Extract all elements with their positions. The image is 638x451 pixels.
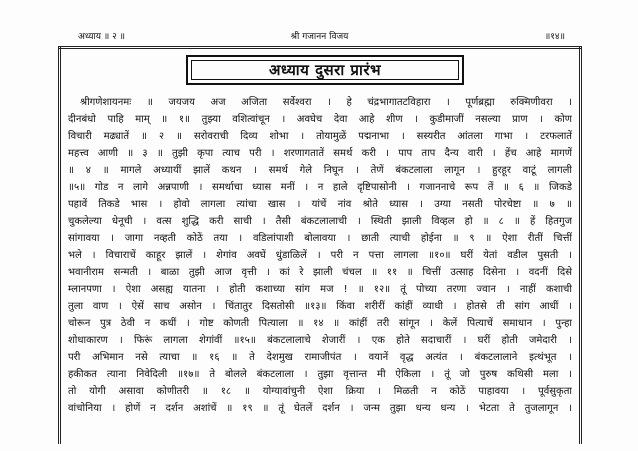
header-rule-outer xyxy=(58,46,582,47)
text-line: परी अभिमान नसे त्याचा ॥ १६ ॥ ते देशमुख रामाजीपंत । वयानें वृद्ध अत्यंत । बंकटलालाने इत्थंभूत । xyxy=(68,352,572,363)
book-title: श्री गजानन विजय xyxy=(290,32,349,42)
text-line: हकीकत त्याना निवेदिली ॥१७॥ ते बोलले बंकटलाला । तुझा वृत्तान्त मी ऐकिला । तूं जो पुरुष कथिसी मला । xyxy=(68,369,572,380)
text-line: ॥५॥ गोड न लागे अन्नपाणी । समर्थाचा ध्यास मनीं । न हाले दृष्टिपासोनी । गजाननाचे रूप तें ॥ ६ ॥ जिकडे xyxy=(68,182,572,193)
text-line: पहावें तिकडे भास । होवो लागला त्यांचा खास । यांचें नांव श्रोते ध्यास । उग्या नसती पोरचेष्टा ॥ ७ ॥ xyxy=(68,199,572,210)
right-border-outer xyxy=(581,46,582,444)
left-border-outer xyxy=(58,46,59,444)
verse-text xyxy=(68,94,572,417)
left-border-inner xyxy=(60,46,61,444)
text-line: विचारी मढ्यातें ॥ २ ॥ सरोवराची दिव्य शोभा । तोयामुळें पद्मनाभा । सस्यरीत आंतला गाभा । टरफलातें xyxy=(68,131,572,142)
text-line: भवानीराम सन्मती । बाळा तुझी आज वृत्ती । कां रे झाली चंचल ॥ ११ ॥ चित्तीं उत्साह दिसेना । वदनीं दिसे xyxy=(68,267,572,278)
text-line: भले । विचाराचें काहूर झालें । शेगांव अवघें धुंडाळिलें । परी न पत्ता लागला ॥१०॥ घरीं येतां वडील पुसती । xyxy=(68,250,572,261)
chapter-title-frame xyxy=(186,55,464,85)
chapter-title: अध्याय दुसरा प्रारंभ xyxy=(191,60,459,80)
text-line: दीनबंधो पाहि माम् ॥ १॥ तुझ्या वशित्वांचून । अवघेच देवा आहे शीण । कुडीमाजीं नसल्या प्राण । कोण xyxy=(68,114,572,125)
text-line: श्रीगणेशायनमः ॥ जयजय अज अजिता सर्वेश्वरा । हे चंद्रभागातटविहारा । पूर्णब्रह्मा रुक्मिणीवरा । xyxy=(80,97,572,108)
text-line: वांचोनिया । होणें न दर्शन अशांचें ॥ १९ ॥ तूं घेतलें दर्शन । जन्म तुझा धन्य धन्य । भेटता ते तुजलागून । xyxy=(68,403,572,414)
right-border-inner xyxy=(579,46,580,444)
chapter-number: अध्याय ॥ २ ॥ xyxy=(78,32,126,42)
header-rule-inner xyxy=(58,48,582,49)
text-line: ॥ ४ ॥ मागले अध्यायीं झालें कथन । समर्थ गेले निघून । तेणें बंकटलाला लागून । हुरहूर वाटूं लागली xyxy=(68,165,572,176)
text-line: तो योगी असावा कोणीतरी ॥ १८ ॥ योग्यावांचुनी ऐशा क्रिया । मिळती न कोठें पाहावया । पूर्वसुकृता xyxy=(68,386,572,397)
text-line: तुला वाण । ऐसें साच असोन । चिंतातुर दिसतोसी ॥१३॥ किंवा शरीरीं कांहीं व्याधी । होतसे ती सांग आधीं । xyxy=(68,301,572,312)
page-number: ॥१४॥ xyxy=(544,32,565,42)
text-line: चोरून पुत्र ठेवी न कधीं । गोष्ट कोणती पित्याला ॥ १४ ॥ कांहीं तरी सांगून । केलें पित्याचें समाधान । पुन्हा xyxy=(68,318,572,329)
text-line: म्लानपणा । ऐशा असह्य यातना । होती कशाच्या सांग मज ! ॥ १२॥ तूं पोच्या तरणा ज्वान । नाहीं कशाची xyxy=(68,284,572,295)
text-line: सांगावया । जागा नव्हती कोठें तया । वडिलांपाशी बोलावया । छाती त्याची होईना ॥ ९ ॥ ऐशा रीतीं चित्तीं xyxy=(68,233,572,244)
page-header xyxy=(56,30,583,44)
text-line: शोधाकारण । फिरूं लागला शेगांवीं ॥१५॥ बंकटलालाचे शेजारीं । एक होते सदाचारीं । घरीं होती जमेदारी । xyxy=(68,335,572,346)
text-line: चुकलेल्या धेनूची । वत्स शुद्धि करी साची । तैसी बंकटलालाची । स्थिती झाली विव्हल हो ॥ ८ ॥ हें हितगुज xyxy=(68,216,572,227)
text-line: महत्त्व आणी ॥ ३ ॥ तुझी कृपा त्याच परी । शरणागतातें समर्थ करी । पाप ताप दैन्य वारी । हेंच आहे मागणें xyxy=(68,148,572,159)
